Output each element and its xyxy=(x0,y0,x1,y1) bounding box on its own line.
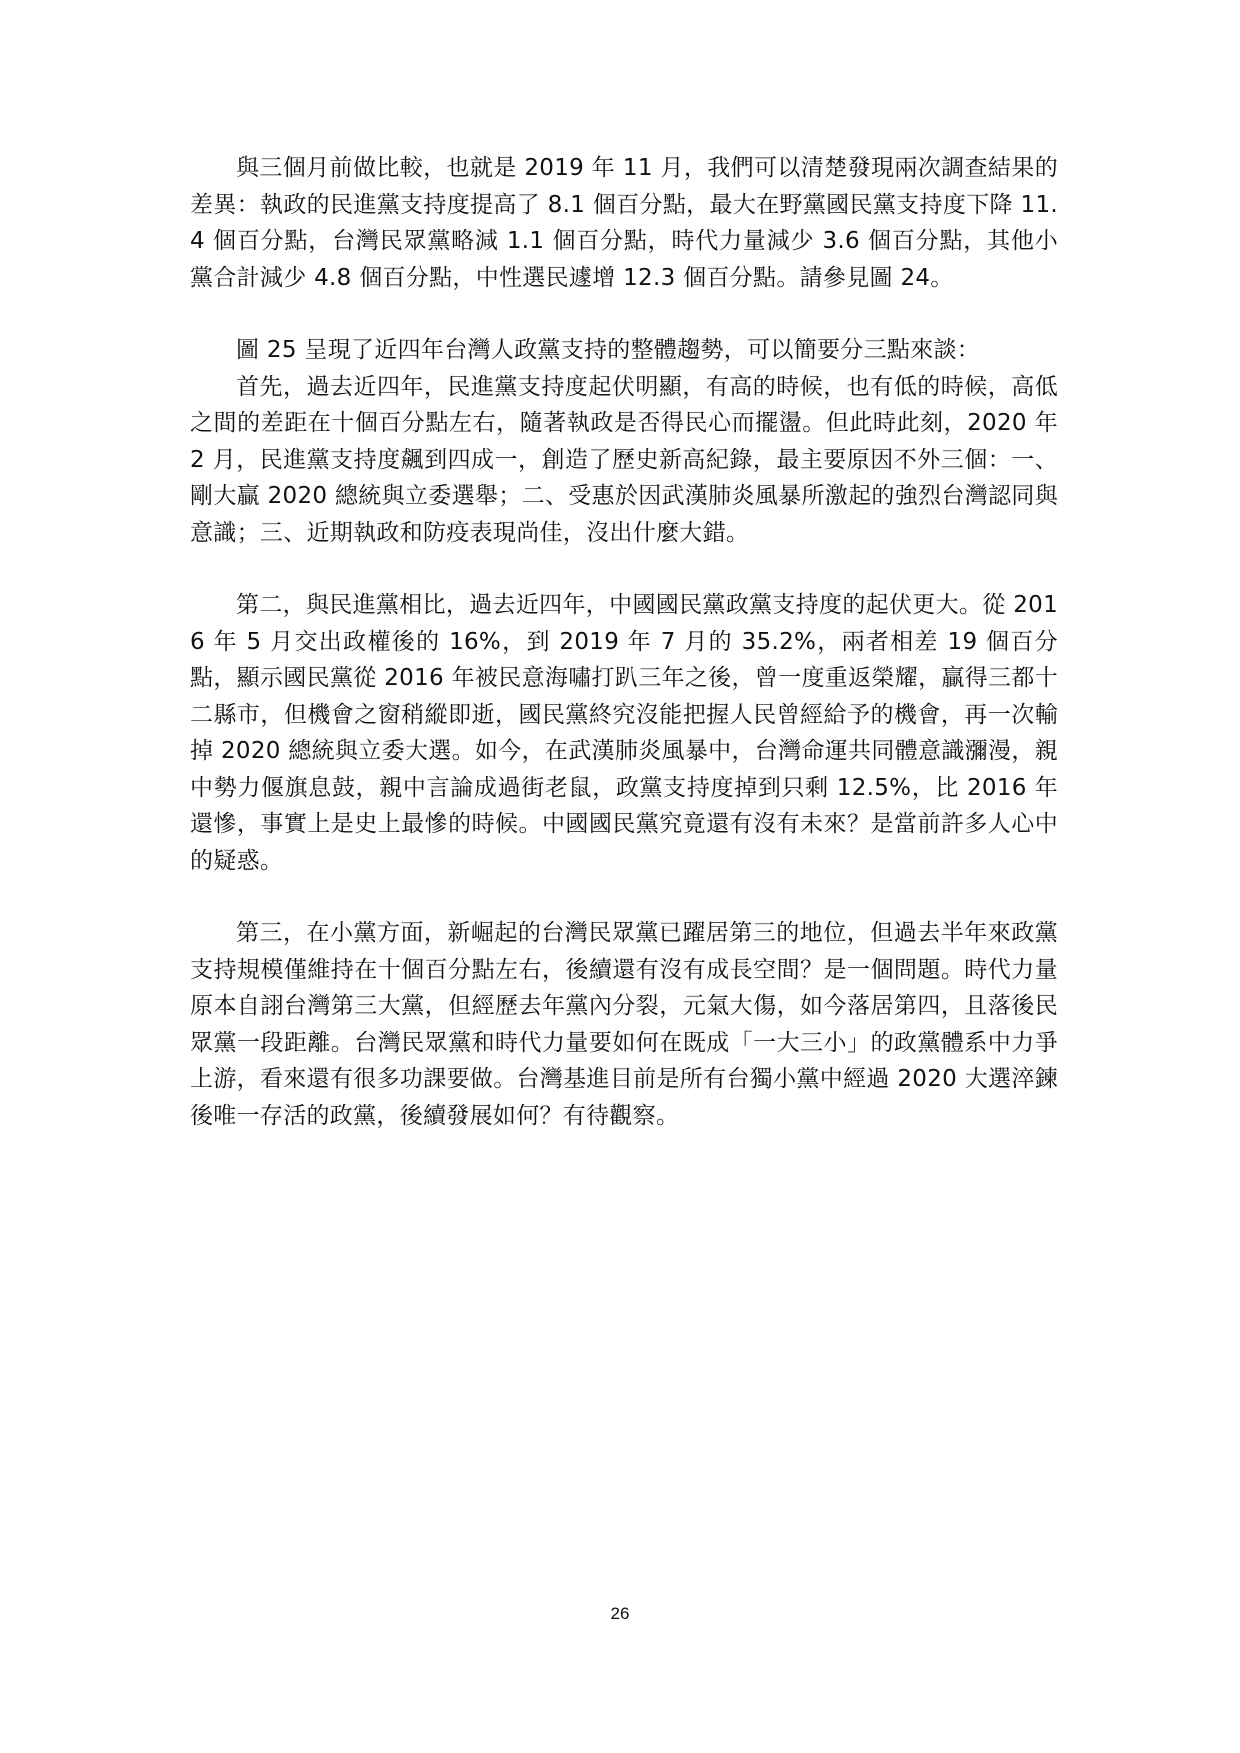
paragraph-first-point: 首先，過去近四年，民進黨支持度起伏明顯，有高的時候，也有低的時候，高低之間的差距在十個百分點左右，隨著執政是否得民心而擺盪。但此時此刻，2020 年 2 月，民進黨支持度飆到四成一，創造了歷史新高紀錄，最主要原因不外三個：一、剛大贏 2020 總統與立委選舉；二、受惠於因武漢肺炎風暴所激起的強烈台灣認同與意識；三、近期執政和防疫表現尚佳，沒出什麼大錯。 xyxy=(190,373,1058,546)
page-number: 26 xyxy=(610,1604,630,1623)
document-body xyxy=(190,150,1058,1134)
paragraph-comparison: 與三個月前做比較，也就是 2019 年 11 月，我們可以清楚發現兩次調查結果的差異：執政的民進黨支持度提高了 8.1 個百分點，最大在野黨國民黨支持度下降 11.4 個百分點，台灣民眾黨略減 1.1 個百分點，時代力量減少 3.6 個百分點，其他小黨合計減少 4.8 個百分點，中性選民遽增 12.3 個百分點。請參見圖 24。 xyxy=(190,155,1058,291)
paragraph-figure-25-intro: 圖 25 呈現了近四年台灣人政黨支持的整體趨勢，可以簡要分三點來談： xyxy=(236,337,981,363)
paragraph-second-point: 第二，與民進黨相比，過去近四年，中國國民黨政黨支持度的起伏更大。從 2016 年 5 月交出政權後的 16%，到 2019 年 7 月的 35.2%，兩者相差 19 個百分點，顯示國民黨從 2016 年被民意海嘯打趴三年之後，曾一度重返榮耀，贏得三都十二縣市，但機會之窗稍縱即逝，國民黨終究沒能把握人民曾經給予的機會，再一次輸掉 2020 總統與立委大選。如今，在武漢肺炎風暴中，台灣命運共同體意識瀰漫，親中勢力偃旗息鼓，親中言論成過街老鼠，政黨支持度掉到只剩 12.5%，比 2016 年還慘，事實上是史上最慘的時候。中國國民黨究竟還有沒有未來？是當前許多人心中的疑惑。 xyxy=(190,592,1058,874)
paragraph-third-point: 第三，在小黨方面，新崛起的台灣民眾黨已躍居第三的地位，但過去半年來政黨支持規模僅維持在十個百分點左右，後續還有沒有成長空間？是一個問題。時代力量原本自詡台灣第三大黨，但經歷去年黨內分裂，元氣大傷，如今落居第四，且落後民眾黨一段距離。台灣民眾黨和時代力量要如何在既成「一大三小」的政黨體系中力爭上游，看來還有很多功課要做。台灣基進目前是所有台獨小黨中經過 2020 大選淬鍊後唯一存活的政黨，後續發展如何？有待觀察。 xyxy=(190,920,1058,1129)
